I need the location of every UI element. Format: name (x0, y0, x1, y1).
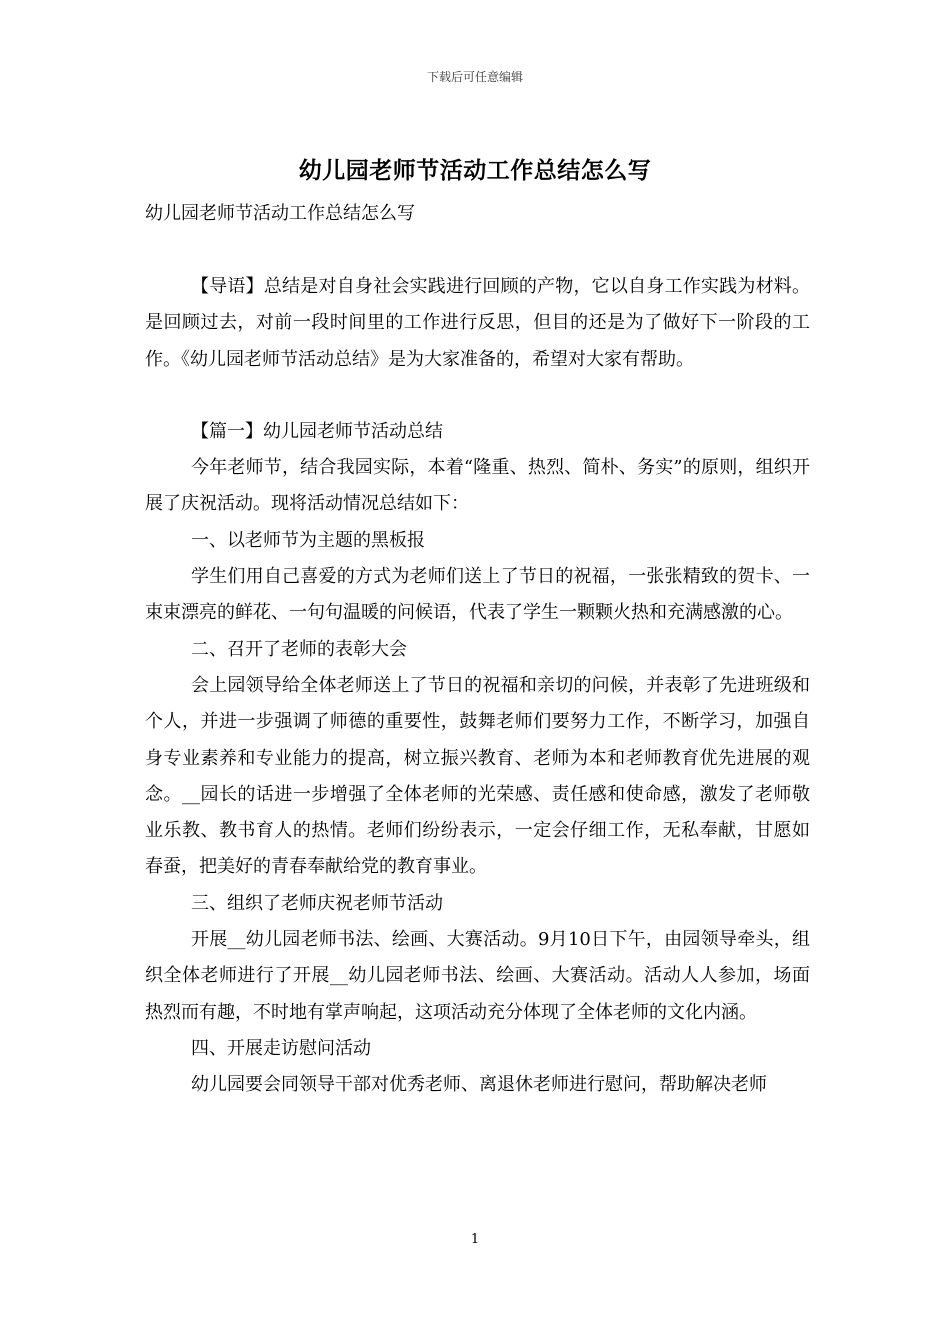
page-number: 1 (470, 1232, 480, 1247)
item-heading-4: 四、开展走访慰问活动 (191, 1037, 371, 1059)
body-paragraph: 会上园领导给全体老师送上了节日的祝福和亲切的问候，并表彰了先进班级和个人，并进一步强调了师德的重要性，鼓舞老师们要努力工作，不断学习，加强自身专业素养和专业能力的提高，树立振兴教育、老师为本和老师教育优先进展的观念。__园长的话进一步增强了全体老师的光荣感、责任感和使命感，激发了老师敬业乐教、教书育人的热情。老师们纷纷表示，一定会仔细工作，无私奉献，甘愿如春蚕，把美好的青春奉献给党的教育事业。 (145, 674, 810, 878)
page-header-note: 下载后可任意编辑 (426, 70, 523, 84)
document-body (145, 269, 810, 1104)
item-heading-2: 二、召开了老师的表彰大会 (191, 638, 407, 660)
body-paragraph: 开展__幼儿园老师书法、绘画、大赛活动。9月10日下午，由园领导牵头，组织全体老师进行了开展__幼儿园老师书法、绘画、大赛活动。活动人人参加，场面热烈而有趣，不时地有掌声响起，这项活动充分体现了全体老师的文化内涵。 (145, 929, 810, 1023)
section-heading-part-one: 【篇一】幼儿园老师节活动总结 (191, 420, 443, 442)
body-paragraph: 幼儿园要会同领导干部对优秀老师、离退休老师进行慰问，帮助解决老师 (191, 1074, 767, 1096)
item-heading-1: 一、以老师节为主题的黑板报 (191, 529, 425, 551)
item-heading-3: 三、组织了老师庆祝老师节活动 (191, 892, 443, 914)
body-paragraph: 今年老师节，结合我园实际，本着“隆重、热烈、简朴、务实”的原则，组织开展了庆祝活动。现将活动情况总结如下： (145, 457, 810, 515)
document-subtitle: 幼儿园老师节活动工作总结怎么写 (145, 203, 415, 224)
document-title: 幼儿园老师节活动工作总结怎么写 (298, 157, 652, 184)
intro-paragraph: 【导语】总结是对自身社会实践进行回顾的产物，它以自身工作实践为材料。是回顾过去，对前一段时间里的工作进行反思，但目的还是为了做好下一阶段的工作。《幼儿园老师节活动总结》是为大家准备的，希望对大家有帮助。 (145, 276, 810, 370)
body-paragraph: 学生们用自己喜爱的方式为老师们送上了节日的祝福，一张张精致的贺卡、一束束漂亮的鲜花、一句句温暖的问候语，代表了学生一颗颗火热和充满感激的心。 (145, 566, 810, 624)
